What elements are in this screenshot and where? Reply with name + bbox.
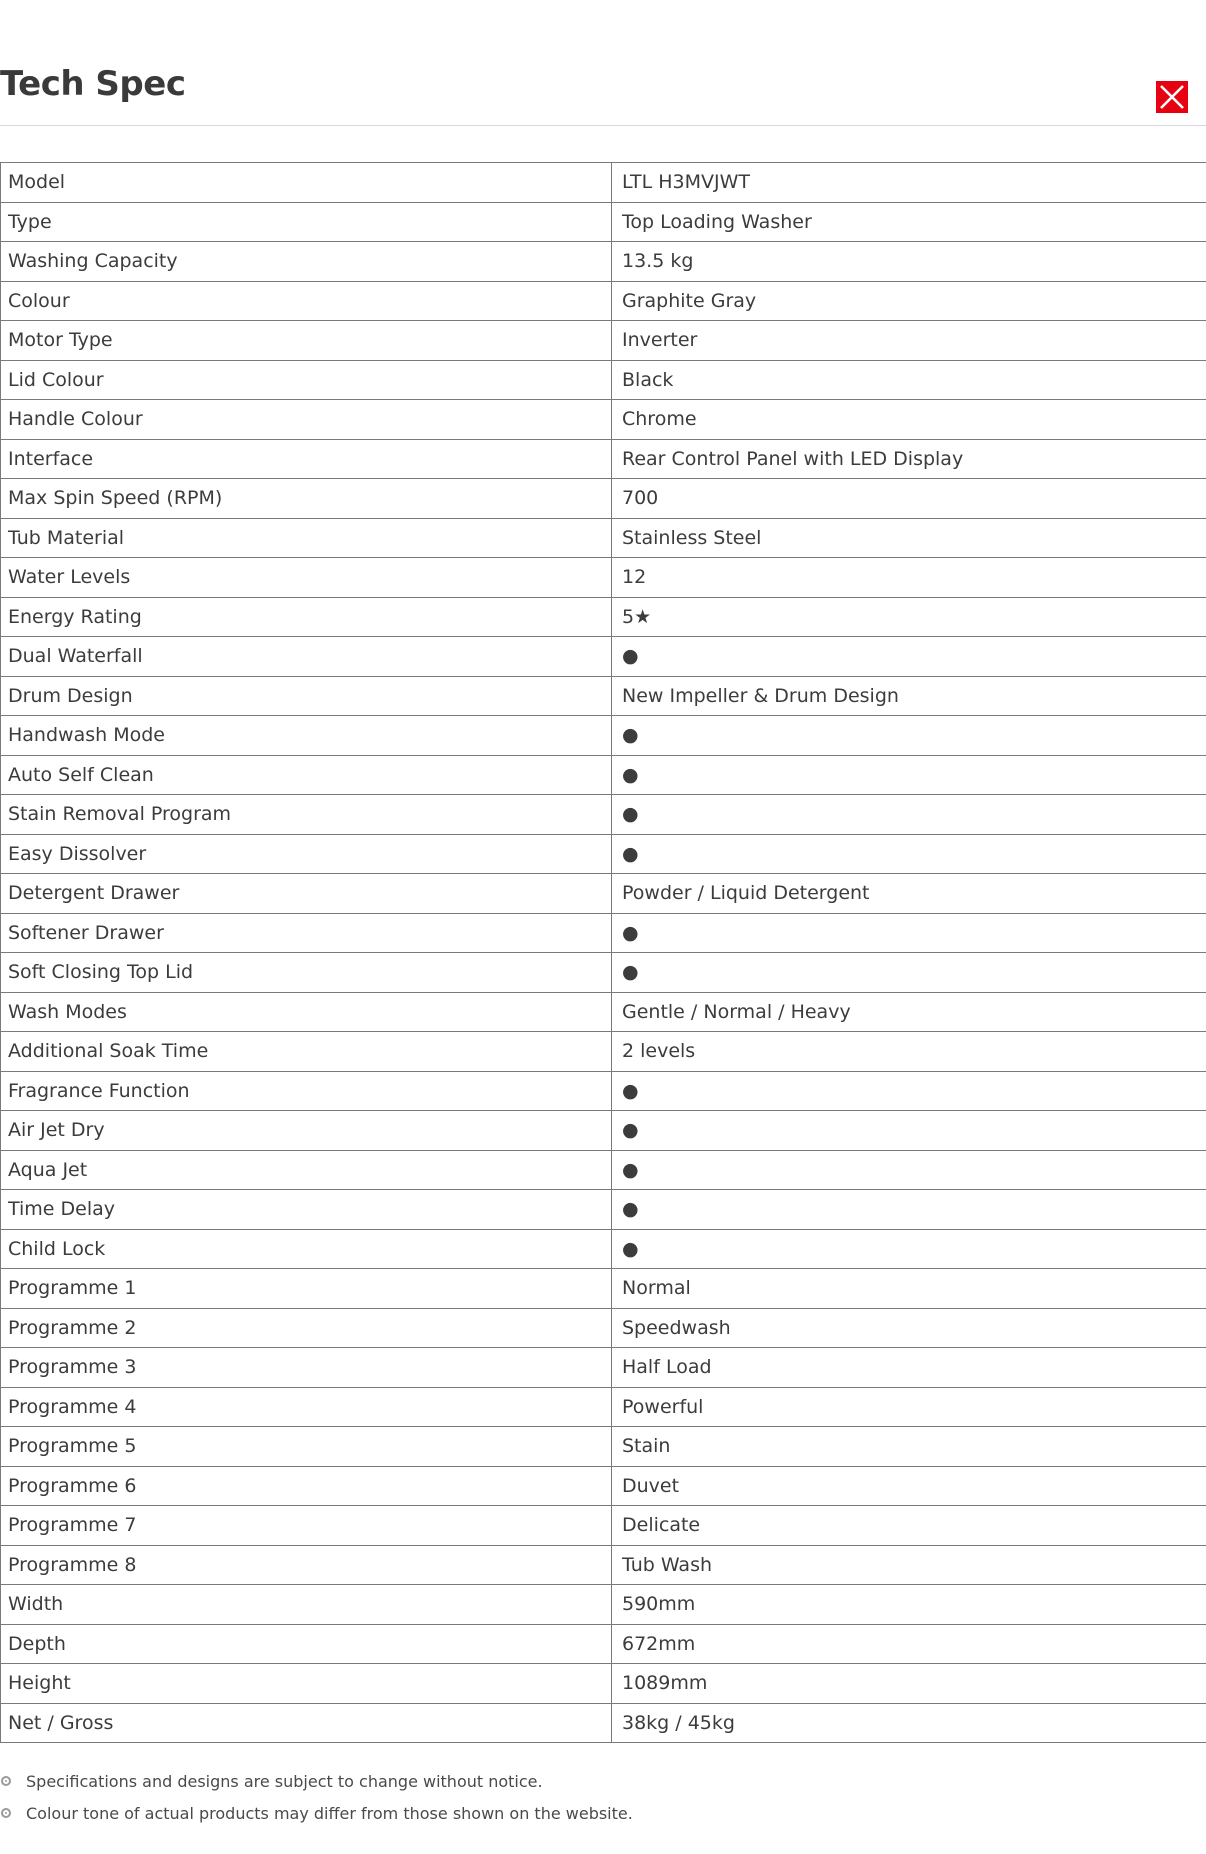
spec-label: Max Spin Speed (RPM) (1, 479, 612, 519)
table-row (1, 1427, 1206, 1467)
spec-value: Powder / Liquid Detergent (612, 874, 1206, 914)
spec-label: Aqua Jet (1, 1150, 612, 1190)
spec-label: Tub Material (1, 518, 612, 558)
table-row (1, 874, 1206, 914)
note-item (0, 1766, 1206, 1798)
spec-value: Black (612, 360, 1206, 400)
spec-value: 38kg / 45kg (612, 1703, 1206, 1743)
table-row (1, 479, 1206, 519)
spec-label: Auto Self Clean (1, 755, 612, 795)
spec-label: Width (1, 1585, 612, 1625)
table-row (1, 1466, 1206, 1506)
close-x-icon (1156, 81, 1188, 113)
spec-value: Stainless Steel (612, 518, 1206, 558)
spec-label: Air Jet Dry (1, 1111, 612, 1151)
table-row (1, 637, 1206, 677)
spec-value: ● (612, 1071, 1206, 1111)
spec-label: Fragrance Function (1, 1071, 612, 1111)
spec-label: Soft Closing Top Lid (1, 953, 612, 993)
spec-value: ● (612, 834, 1206, 874)
table-row (1, 953, 1206, 993)
table-row (1, 1348, 1206, 1388)
spec-label: Model (1, 163, 612, 203)
table-row (1, 1150, 1206, 1190)
spec-label: Easy Dissolver (1, 834, 612, 874)
page-title: Tech Spec (0, 64, 186, 104)
spec-value: Tub Wash (612, 1545, 1206, 1585)
spec-value: New Impeller & Drum Design (612, 676, 1206, 716)
spec-label: Interface (1, 439, 612, 479)
spec-label: Height (1, 1664, 612, 1704)
spec-label: Programme 5 (1, 1427, 612, 1467)
table-row (1, 1308, 1206, 1348)
spec-value: Gentle / Normal / Heavy (612, 992, 1206, 1032)
spec-label: Programme 4 (1, 1387, 612, 1427)
table-row (1, 1071, 1206, 1111)
table-row (1, 1703, 1206, 1743)
spec-label: Handwash Mode (1, 716, 612, 756)
spec-value: Graphite Gray (612, 281, 1206, 321)
spec-value: 13.5 kg (612, 242, 1206, 282)
spec-value: Duvet (612, 1466, 1206, 1506)
spec-value: ● (612, 953, 1206, 993)
table-row (1, 1624, 1206, 1664)
table-row (1, 834, 1206, 874)
spec-value: ● (612, 1150, 1206, 1190)
spec-label: Handle Colour (1, 400, 612, 440)
spec-label: Water Levels (1, 558, 612, 598)
spec-value: Half Load (612, 1348, 1206, 1388)
spec-label: Drum Design (1, 676, 612, 716)
table-row (1, 1545, 1206, 1585)
spec-value: LTL H3MVJWT (612, 163, 1206, 203)
spec-value: Stain (612, 1427, 1206, 1467)
spec-label: Time Delay (1, 1190, 612, 1230)
spec-value: Delicate (612, 1506, 1206, 1546)
table-row (1, 1111, 1206, 1151)
close-button[interactable] (1156, 81, 1188, 113)
table-row (1, 439, 1206, 479)
table-row (1, 242, 1206, 282)
spec-value: Rear Control Panel with LED Display (612, 439, 1206, 479)
spec-value: 12 (612, 558, 1206, 598)
spec-label: Type (1, 202, 612, 242)
spec-value: 672mm (612, 1624, 1206, 1664)
spec-value: ● (612, 637, 1206, 677)
table-row (1, 1269, 1206, 1309)
spec-value: Normal (612, 1269, 1206, 1309)
table-row (1, 992, 1206, 1032)
note-item (0, 1798, 1206, 1830)
spec-label: Depth (1, 1624, 612, 1664)
spec-label: Colour (1, 281, 612, 321)
spec-value: ● (612, 755, 1206, 795)
spec-table (0, 162, 1206, 1743)
table-row (1, 518, 1206, 558)
bullet-circle-icon (1, 1776, 11, 1786)
table-row (1, 1585, 1206, 1625)
table-row (1, 1190, 1206, 1230)
table-row (1, 1387, 1206, 1427)
note-text: Colour tone of actual products may differ from those shown on the website. (26, 1804, 633, 1823)
spec-value: ● (612, 1190, 1206, 1230)
spec-label: Dual Waterfall (1, 637, 612, 677)
spec-value: ● (612, 716, 1206, 756)
note-text: Specifications and designs are subject to change without notice. (26, 1772, 543, 1791)
spec-value: 5★ (612, 597, 1206, 637)
spec-value: ● (612, 795, 1206, 835)
spec-label: Programme 6 (1, 1466, 612, 1506)
table-row (1, 1032, 1206, 1072)
table-row (1, 281, 1206, 321)
spec-value: Powerful (612, 1387, 1206, 1427)
table-row (1, 1664, 1206, 1704)
notes-list (0, 1766, 1206, 1830)
table-row (1, 163, 1206, 203)
spec-value: ● (612, 1111, 1206, 1151)
spec-value: 1089mm (612, 1664, 1206, 1704)
spec-value: Top Loading Washer (612, 202, 1206, 242)
spec-label: Additional Soak Time (1, 1032, 612, 1072)
spec-label: Stain Removal Program (1, 795, 612, 835)
table-row (1, 400, 1206, 440)
spec-table-body (1, 163, 1206, 1743)
spec-value: Speedwash (612, 1308, 1206, 1348)
spec-label: Programme 7 (1, 1506, 612, 1546)
spec-label: Programme 8 (1, 1545, 612, 1585)
spec-value: ● (612, 913, 1206, 953)
table-row (1, 597, 1206, 637)
table-row (1, 913, 1206, 953)
spec-label: Net / Gross (1, 1703, 612, 1743)
table-row (1, 558, 1206, 598)
spec-label: Programme 3 (1, 1348, 612, 1388)
spec-label: Child Lock (1, 1229, 612, 1269)
spec-value: 2 levels (612, 1032, 1206, 1072)
spec-value: 590mm (612, 1585, 1206, 1625)
spec-label: Washing Capacity (1, 242, 612, 282)
bullet-circle-icon (1, 1808, 11, 1818)
table-row (1, 321, 1206, 361)
table-row (1, 676, 1206, 716)
spec-label: Lid Colour (1, 360, 612, 400)
table-row (1, 1229, 1206, 1269)
spec-value: Chrome (612, 400, 1206, 440)
spec-value: Inverter (612, 321, 1206, 361)
spec-label: Motor Type (1, 321, 612, 361)
table-row (1, 360, 1206, 400)
table-row (1, 1506, 1206, 1546)
spec-value: ● (612, 1229, 1206, 1269)
table-row (1, 795, 1206, 835)
spec-label: Softener Drawer (1, 913, 612, 953)
table-row (1, 202, 1206, 242)
table-row (1, 716, 1206, 756)
spec-label: Energy Rating (1, 597, 612, 637)
spec-value: 700 (612, 479, 1206, 519)
spec-label: Wash Modes (1, 992, 612, 1032)
spec-label: Programme 1 (1, 1269, 612, 1309)
table-row (1, 755, 1206, 795)
spec-label: Detergent Drawer (1, 874, 612, 914)
spec-label: Programme 2 (1, 1308, 612, 1348)
modal-header (0, 0, 1206, 126)
